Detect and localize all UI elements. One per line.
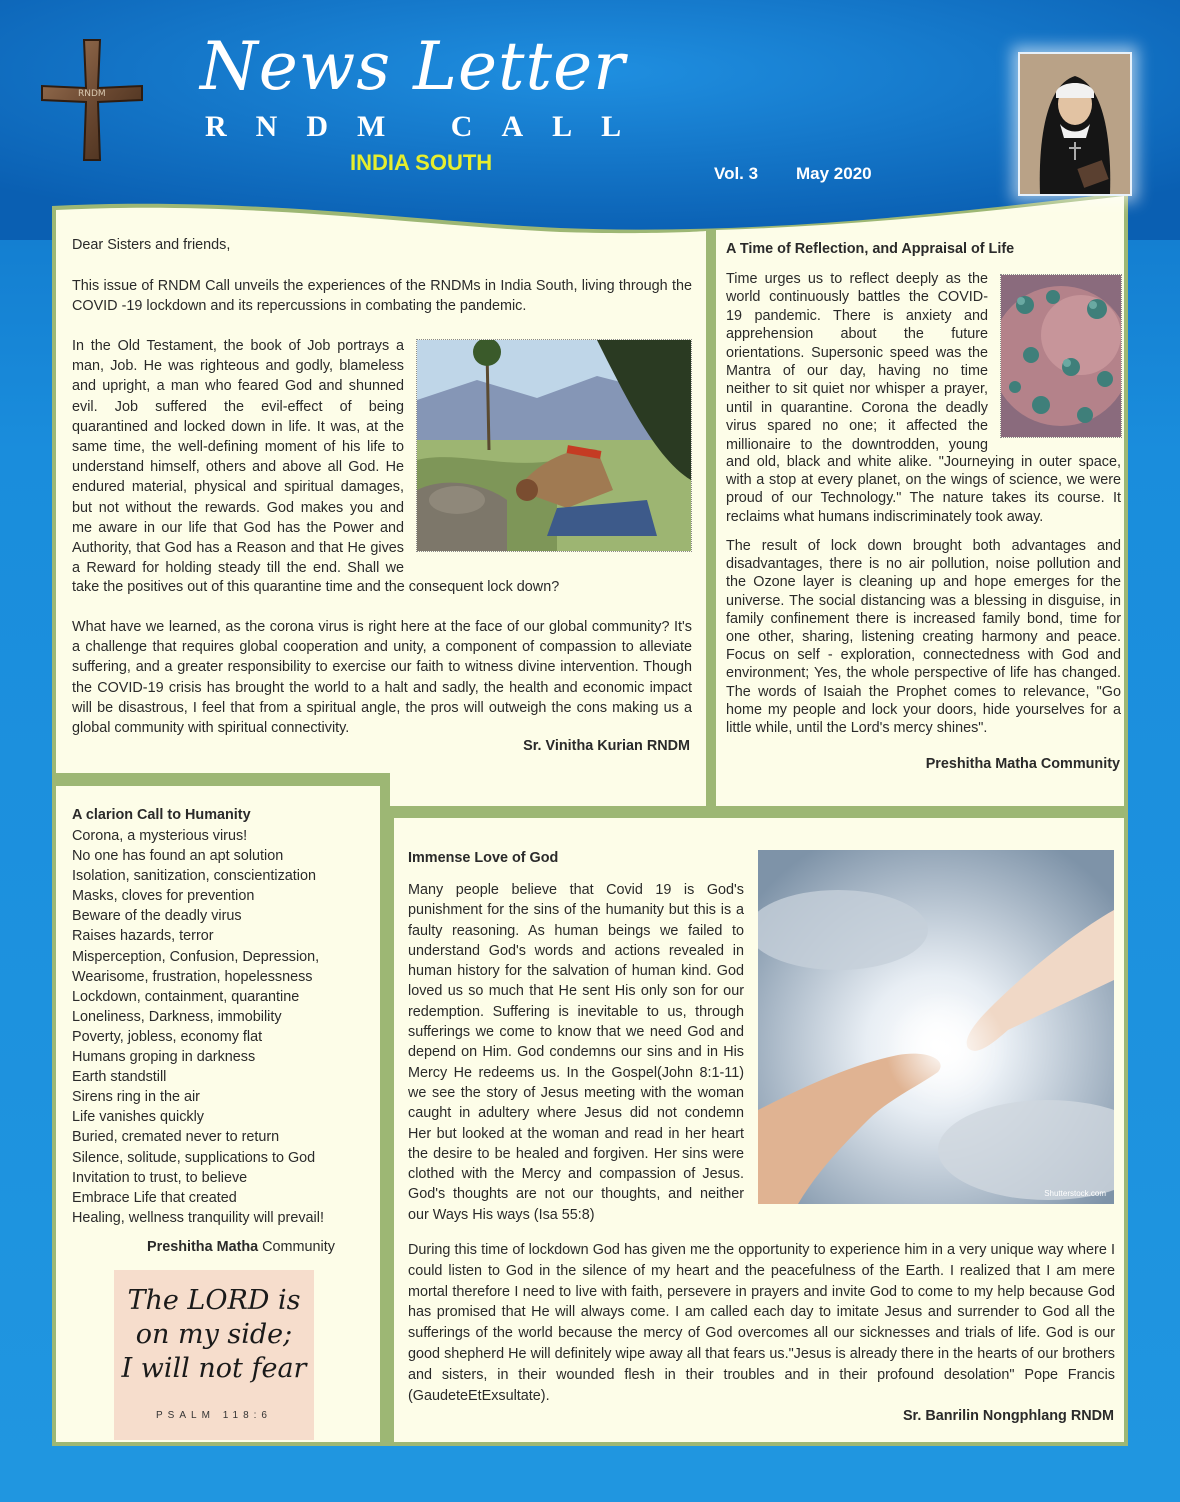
- text-line: endured material, physical and spiritual damages,: [72, 479, 404, 496]
- letter-job-end: take the positives out of this quarantine time and the consequent lock down?: [72, 579, 560, 595]
- psalm-line-3: I will not fear: [121, 1353, 307, 1384]
- poem-signature-rest: Community: [258, 1239, 335, 1255]
- reflection-paragraph-1-rest: and old, black and white alike. "Journeying in outer space, with a stop at every planet, on the wings of science, we were proud of our Technology." The nature takes its course. It reclaims what humans indiscriminately took away.: [726, 454, 1121, 525]
- issue-date: May 2020: [796, 164, 872, 183]
- poem-line: Humans groping in darkness: [72, 1049, 256, 1066]
- text-line: human history for the salvation of human kind. God: [408, 963, 744, 980]
- text-line: neither to sit quiet nor whisper a prayer,: [726, 381, 988, 398]
- text-line: loved us so much that He sent His only son for our: [408, 983, 744, 1000]
- letter-learned: What have we learned, as the corona virus is right here at the face of our global community? It's a challenge that requires global cooperation and unity, a component of compassion to alleviate suffering, and a greater responsibility to exercise our faith to witness divine intervention. Though the COVID-19 crisis has brought the world to a halt and sadly, the health and economic impact will be disastrous, I feel that from a spiritual angle, the pros will outweigh the cons making us a global community with spiritual connectivity.: [72, 619, 692, 737]
- poem-line: Masks, cloves for prevention: [72, 888, 255, 905]
- love-signature: Sr. Banrilin Nongphlang RNDM: [902, 1408, 1114, 1424]
- text-line: depend on Him. God condemns our sins and in His: [408, 1044, 744, 1061]
- text-line: Mercy He redeems us. In the Gospel(John 8:1-11): [408, 1064, 744, 1081]
- letter-job-paragraph: [72, 336, 404, 578]
- psalm-card: [114, 1270, 314, 1440]
- poem-line: Misperception, Confusion, Depression,: [72, 948, 320, 965]
- poem-line: Earth standstill: [72, 1069, 167, 1086]
- poem-line: Corona, a mysterious virus!: [72, 828, 248, 844]
- reflection-signature: Preshitha Matha Community: [925, 756, 1120, 772]
- text-line: a Reward for holding steady till the end. Shall we: [72, 560, 404, 577]
- text-line: redemption. Suffering is inevitable to us, through: [408, 1003, 744, 1020]
- newsletter-subtitle: RNDM CALL: [205, 110, 651, 143]
- poem-line: No one has found an apt solution: [72, 848, 284, 865]
- poem-title: A clarion Call to Humanity: [72, 807, 251, 823]
- reflection-title: A Time of Reflection, and Appraisal of Life: [726, 241, 1015, 257]
- text-line: quarantined and locked down in life. It was, at the: [72, 418, 404, 435]
- svg-text:RNDM: RNDM: [78, 89, 106, 99]
- letter-signature: Sr. Vinitha Kurian RNDM: [523, 738, 690, 754]
- text-line: Authority, that God has a Reason and that He gives: [72, 540, 404, 557]
- text-line: Time urges us to reflect deeply as the: [726, 271, 988, 287]
- text-line: me aware in our life that God has the Power and: [72, 519, 404, 536]
- nun-portrait-image: [1018, 52, 1132, 196]
- poem-signature: [147, 1239, 335, 1255]
- poem-line: Isolation, sanitization, conscientization: [72, 868, 316, 885]
- text-line: man, Job. He was righteous and godly, blameless: [72, 358, 404, 375]
- text-line: world continuously battles the COVID-: [726, 289, 988, 306]
- letter-intro: This issue of RNDM Call unveils the experiences of the RNDMs in India South, living through the COVID -19 lockdown and its repercussions in combating the pandemic.: [72, 278, 692, 315]
- poem-line: Lockdown, containment, quarantine: [72, 988, 300, 1005]
- text-line: and upright, a man who feared God and shunned: [72, 378, 404, 395]
- text-line: caught in adultery where Jesus did not condemn: [408, 1105, 744, 1122]
- stock-watermark: Shutterstock.com: [1044, 1189, 1106, 1198]
- text-line: the desire to be healed and forgiven. Her sins were: [408, 1145, 744, 1162]
- love-wrapped-paragraph: [408, 880, 744, 1225]
- text-line: faulty reasoning. As human beings we failed to: [408, 922, 744, 939]
- masthead: [0, 0, 1180, 230]
- poem-line: Wearisome, frustration, hopelessness: [72, 968, 313, 985]
- poem-line: Poverty, jobless, economy flat: [72, 1028, 263, 1045]
- text-line: orientations. Supersonic speed was the: [726, 344, 988, 361]
- poem-line: Silence, solitude, supplications to God: [72, 1149, 316, 1166]
- love-title: Immense Love of God: [408, 850, 559, 866]
- text-line: Her but looked at the woman and read in her heart: [408, 1125, 744, 1142]
- poem-line: Healing, wellness tranquility will prevail!: [72, 1209, 324, 1226]
- letter-greeting: Dear Sisters and friends,: [72, 237, 231, 253]
- text-line: we see the story of Jesus meeting with the woman: [408, 1084, 744, 1101]
- volume-label: Vol. 3: [714, 164, 759, 183]
- text-line: apprehension about the future: [726, 326, 988, 343]
- poem-line: Sirens ring in the air: [72, 1089, 200, 1106]
- poem-line: Life vanishes quickly: [72, 1109, 204, 1126]
- text-line: Mantra of our day, having no time: [726, 363, 988, 380]
- text-line: same time, the well-defining moment of his life to: [72, 439, 404, 456]
- psalm-line-2: on my side;: [135, 1319, 293, 1350]
- text-line: punishment for the sins of the humanity but this is a: [408, 902, 744, 919]
- text-line: God's thoughts are not our thoughts, and neither: [408, 1186, 744, 1203]
- newsletter-title: News Letter: [200, 28, 626, 105]
- reflection-paragraph-2: The result of lock down brought both advantages and disadvantages, there is no air pollution, noise pollution and the Ozone layer is cleaning up and hope emerges for the universe. The social distancing was a blessing in disguise, in family confinement there is increased family bond, time for one other, sharing, listening creating harmony and peace. Focus on self - exploration, connectedness with God and environment; Yes, the whole perspective of life has changed. The words of Isaiah the Prophet comes to relevance, "Go home my people and lock your doors, hide yourselves for a little while, until the Lord's mercy shines".: [726, 538, 1121, 737]
- text-line: In the Old Testament, the book of Job portrays a: [72, 338, 404, 354]
- love-paragraph-2: During this time of lockdown God has given me the opportunity to experience him in a very unique way where I could listen to God in the silence of my heart and the peacefulness of the Earth. I realized that I am mere mortal therefore I need to live with faith, persevere in prayers and invite God to come to my help because God has promised that He will always come. I am called each day to imitate Jesus and surrender to God all the sufferings of the world because the mercy of God overcomes all our sicknesses and trials of life. God is our good shepherd He will definitely wipe away all that fears us."Jesus is already there in the hearts of our brothers and sisters, in their wounded flesh in their troubles and in their profound desolation" Pope Francis (GaudeteEtExsultate).: [408, 1242, 1115, 1404]
- text-line: understand himself, others and above all God. He: [72, 459, 404, 476]
- text-line: but not without the rewards. God makes you and: [72, 499, 404, 516]
- text-line: Many people believe that Covid 19 is God's: [408, 882, 744, 898]
- text-line: understand God's words and actions revealed in: [408, 942, 744, 959]
- text-line: until in quarantine. Corona the deadly: [726, 399, 988, 416]
- text-line: evil. Job suffered the evil-effect of being: [72, 398, 404, 415]
- text-line: clothed with the Mercy and compassion of Jesus.: [408, 1166, 744, 1183]
- region-label: INDIA SOUTH: [350, 150, 493, 175]
- poem-line: Embrace Life that created: [72, 1189, 237, 1206]
- poem-line: Loneliness, Darkness, immobility: [72, 1008, 282, 1025]
- psalm-line-1: The LORD is: [127, 1285, 301, 1316]
- text-line: our Ways His ways (Isa 55:8): [408, 1206, 595, 1223]
- psalm-reference: PSALM 118:6: [156, 1410, 272, 1421]
- poem-line: Invitation to trust, to believe: [72, 1169, 248, 1186]
- job-praying-illustration: [416, 339, 692, 552]
- text-line: millionaire to the downtrodden, young: [726, 436, 988, 453]
- poem-body: [72, 826, 372, 1228]
- poem-signature-bold: Preshitha Matha: [147, 1239, 259, 1255]
- coronavirus-image: [1000, 274, 1122, 438]
- poem-line: Beware of the deadly virus: [72, 908, 242, 925]
- text-line: sufferings we come to know that we need God and: [408, 1024, 744, 1041]
- poem-line: Buried, cremated never to return: [72, 1129, 280, 1146]
- reflection-wrapped-paragraph: [726, 270, 988, 454]
- cross-logo-icon: [38, 38, 146, 162]
- hands-reaching-image: [758, 850, 1114, 1204]
- poem-line: Raises hazards, terror: [72, 928, 214, 945]
- text-line: 19 pandemic. There is anxiety and: [726, 307, 988, 324]
- text-line: virus spared no one; it affected the: [726, 418, 988, 435]
